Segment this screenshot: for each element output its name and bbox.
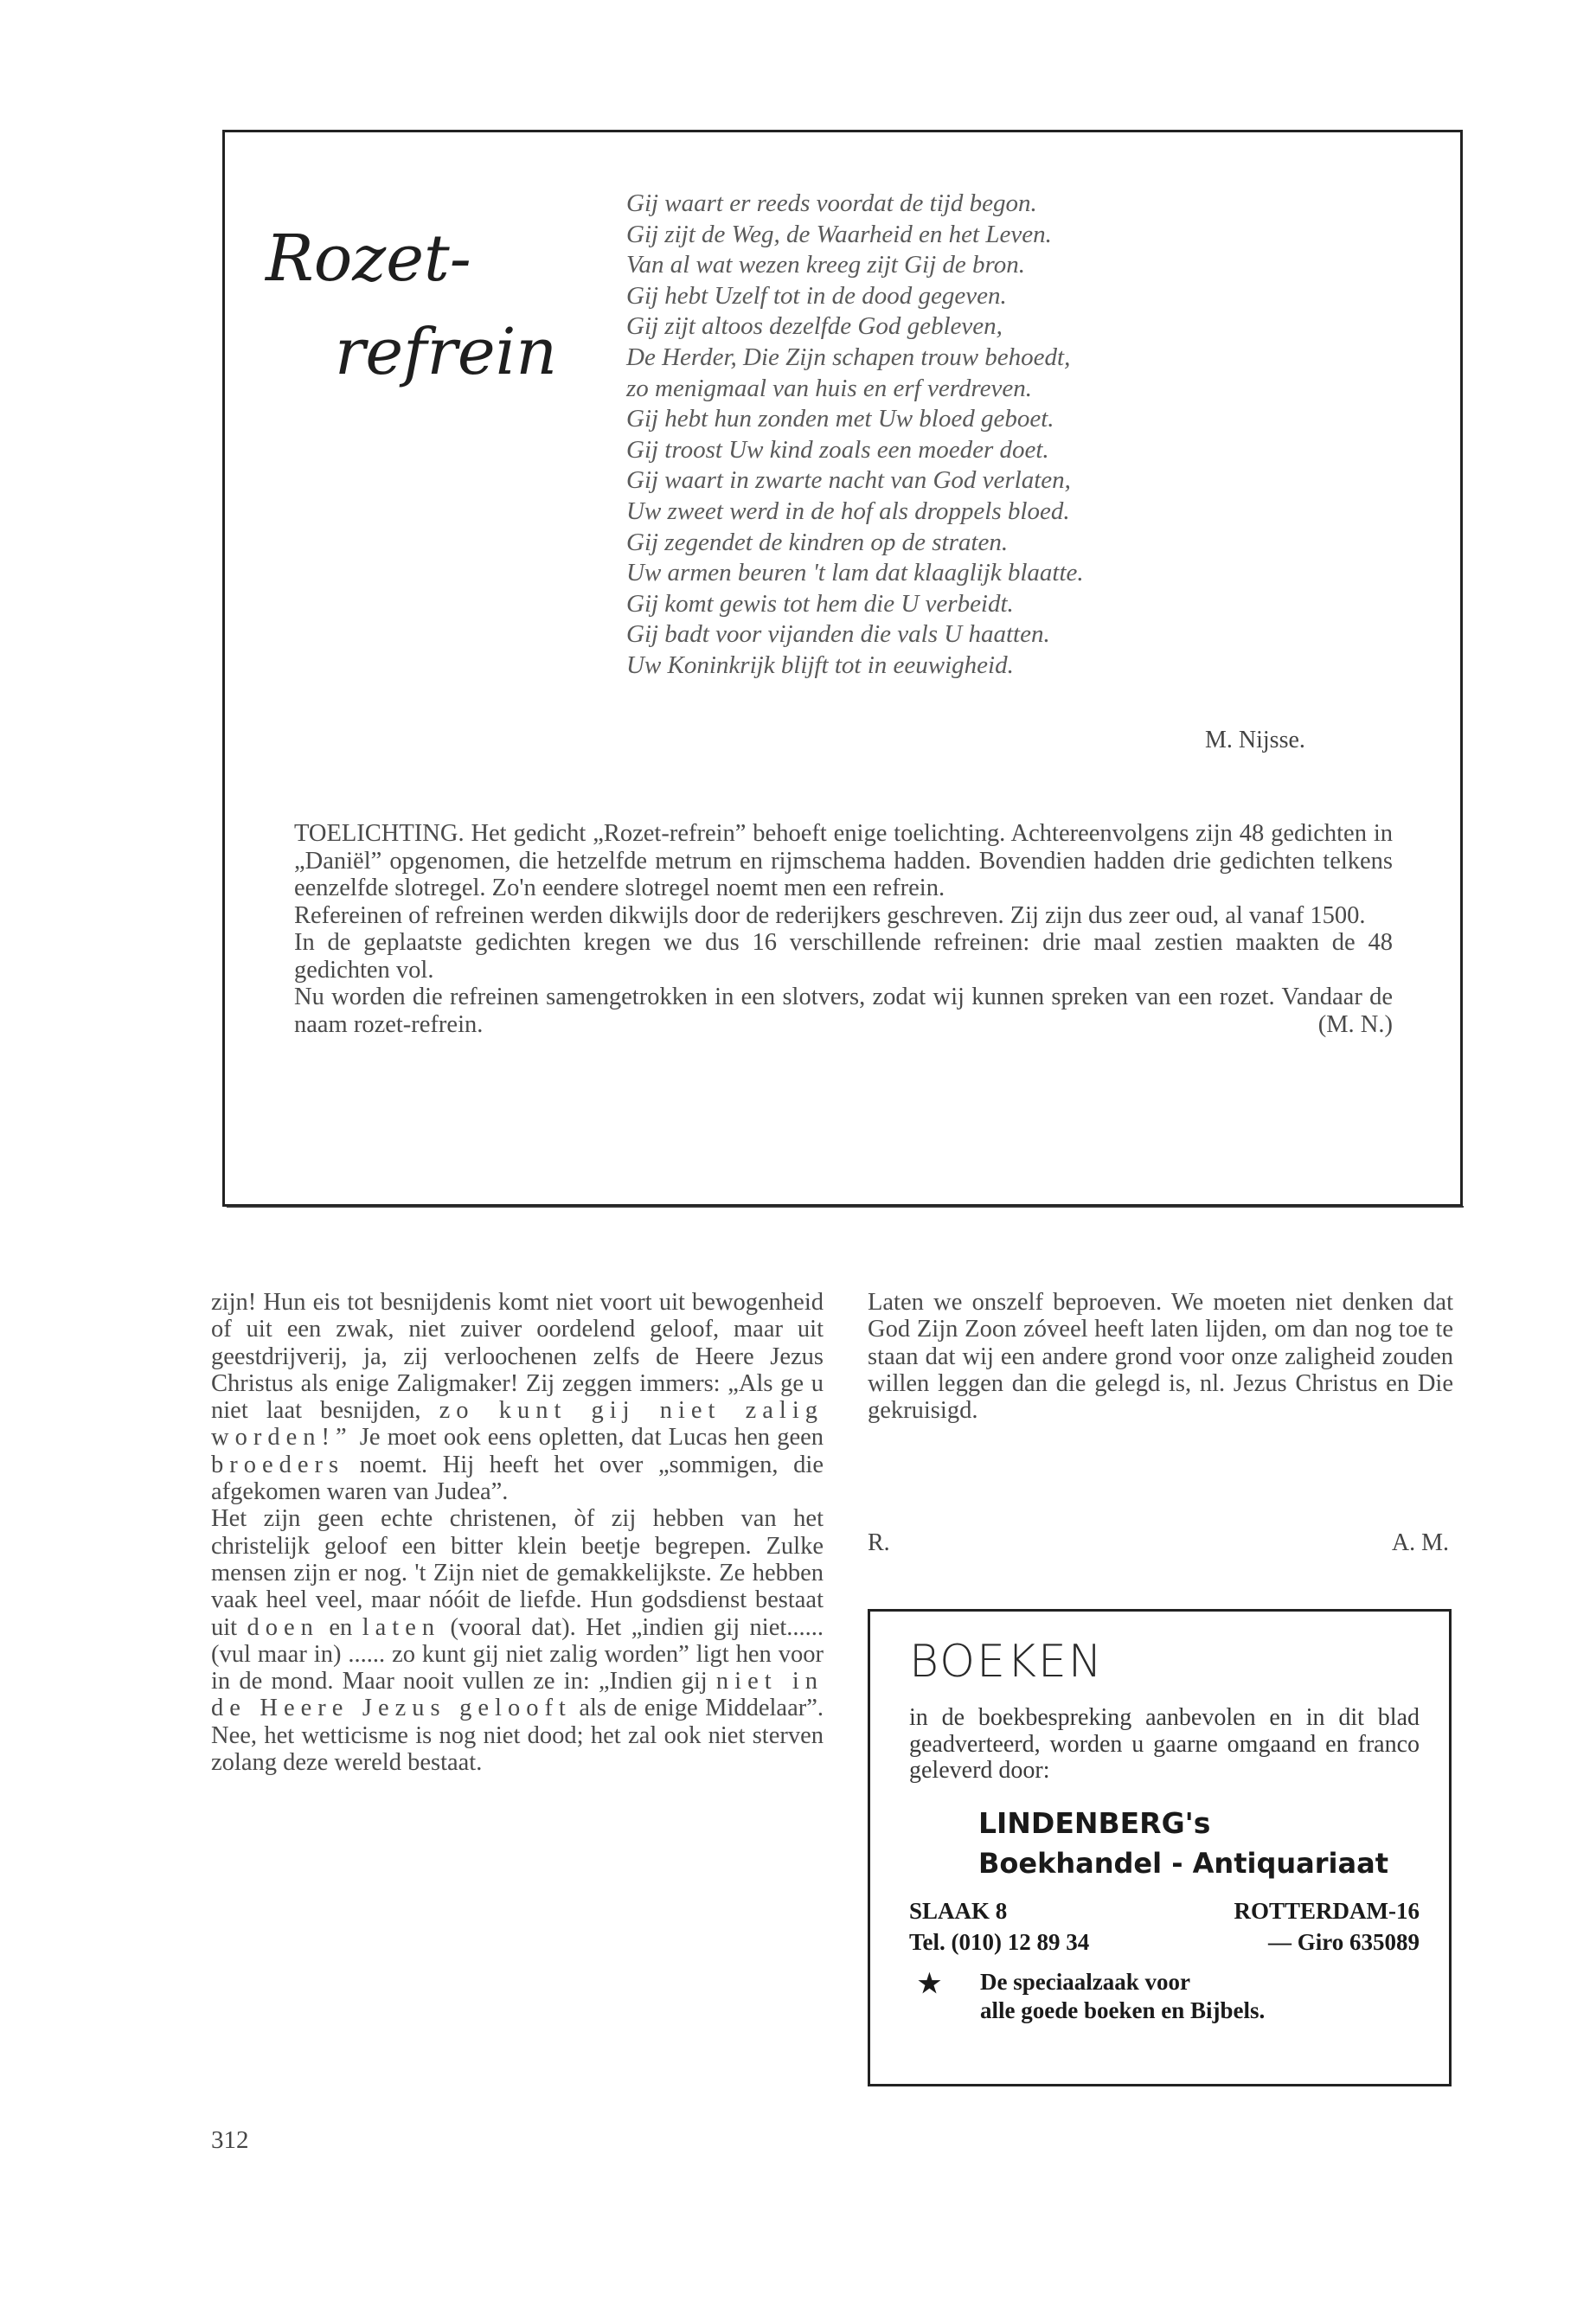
explanation-paragraph-2: Refereinen of refreinen werden dikwijls door de rederijkers geschreven. Zij zijn dus zeer oud, al vanaf 1500. <box>294 901 1366 929</box>
poem-line: Gij zijt altoos dezelfde God gebleven, <box>626 312 1003 341</box>
left-text: Het zijn geen echte christenen, òf zij hebben van het christelijk geloof een bitter klein beetje begrepen. Zulke mensen zijn er nog. 't Zijn niet de gemakkelijkste. Ze hebben vaak heel veel, maar nóóit de liefde. Hun godsdienst bestaat uit <box>211 1505 824 1641</box>
ad-giro: — Giro 635089 <box>1268 1928 1420 1955</box>
ad-city: ROTTERDAM-16 <box>1234 1897 1420 1924</box>
signature-right: A. M. <box>1391 1529 1449 1556</box>
ad-address <box>909 1895 1420 1958</box>
poem-line: Gij badt voor vijanden die vals U haatten. <box>626 620 1050 649</box>
poem-line: Gij waart er reeds voordat de tijd begon. <box>626 189 1037 217</box>
explanation-section <box>294 820 1393 1038</box>
left-text: en <box>329 1613 353 1641</box>
star-icon: ★ <box>918 1969 941 1998</box>
poem-title <box>266 212 560 399</box>
bookshop-advertisement <box>868 1609 1452 2086</box>
page-number: 312 <box>211 2126 249 2154</box>
left-emphasis: laten <box>362 1613 441 1641</box>
ad-body: in de boekbespreking aanbevolen en in dit blad geadverteerd, worden u gaarne omgaand en franco geleverd door: <box>909 1704 1420 1784</box>
ad-phone: Tel. (010) 12 89 34 <box>909 1928 1090 1955</box>
explanation-signature: (M. N.) <box>1317 1010 1393 1038</box>
left-text: noemt. Hij heeft het over „sommigen, die afgekomen waren van Judea”. <box>211 1451 824 1506</box>
left-emphasis: doen <box>247 1613 319 1641</box>
ad-specialty <box>909 1968 1449 2029</box>
explanation-paragraph-4 <box>294 984 1393 1038</box>
left-emphasis: broeders <box>211 1451 345 1478</box>
poem-line: Gij zijt de Weg, de Waarheid en het Leven. <box>626 220 1052 248</box>
poem-line: Van al wat wezen kreeg zijt Gij de bron. <box>626 251 1025 279</box>
poem-line: De Herder, Die Zijn schapen trouw behoedt, <box>626 343 1071 371</box>
left-column <box>211 1289 824 1776</box>
signature-left: R. <box>868 1529 890 1556</box>
ad-shop-line-2: Boekhandel - Antiquariaat <box>978 1846 1388 1880</box>
poem-line: Gij waart in zwarte nacht van God verlaten, <box>626 466 1071 495</box>
poem-line: Gij troost Uw kind zoals een moeder doet. <box>626 435 1049 464</box>
poem-line: Gij hebt hun zonden met Uw bloed geboet. <box>626 405 1054 433</box>
ad-specialty-line-2: alle goede boeken en Bijbels. <box>980 1997 1266 2023</box>
frame-underline <box>227 1201 1464 1208</box>
right-paragraph: Laten we onszelf beproeven. We moeten niet denken dat God Zijn Zoon zóveel heeft laten lijden, om dan nog toe te staan dat wij een andere grond voor onze zaligheid zouden willen leggen dan die gelegd is, nl. Jezus Christus en Die gekruisigd. <box>868 1289 1453 1425</box>
poem-line: Uw Koninkrijk blijft tot in eeuwigheid. <box>626 651 1014 679</box>
left-emphasis: niet in de Heere Jezus gelooft <box>211 1668 824 1722</box>
left-text: Je moet ook eens opletten, dat Lucas hen geen <box>359 1424 824 1452</box>
ad-title: BOEKEN <box>909 1636 1104 1688</box>
left-paragraph-1 <box>211 1289 824 1505</box>
explanation-paragraph-4-text: Nu worden die refreinen samengetrokken in een slotvers, zodat wij kunnen spreken van een rozet. Vandaar de naam rozet-refrein. <box>294 984 1393 1038</box>
left-text: als de enige Middelaar”. Nee, het wetticisme is nog niet dood; het zal ook niet sterven zolang deze wereld bestaat. <box>211 1695 824 1777</box>
left-text: (vooral dat). Het „indien gij niet...... (vul maar in) ...... zo kunt gij niet zalig worden” ligt hen voor in de mond. Maar nooit vullen ze in: „Indien gij <box>211 1613 824 1695</box>
poem-title-line-2: refrein <box>335 315 558 389</box>
poem-body <box>626 189 1405 682</box>
left-paragraph-2 <box>211 1505 824 1776</box>
left-text: zijn! Hun eis tot besnijdenis komt niet voort uit bewogenheid of uit een zwak, niet zuiver oordelend geloof, maar uit geestdrijverij, ja, zij verloochenen zelfs de Heere Jezus Christus als enige Zaligmaker! Zij zeggen immers: „Als ge u niet laat besnijden, <box>211 1289 824 1425</box>
right-column <box>868 1289 1453 1424</box>
explanation-paragraph-3: In de geplaatste gedichten kregen we dus 16 verschillende refreinen: drie maal zestien maakten de 48 gedichten vol. <box>294 929 1393 984</box>
poem-line: Uw armen beuren 't lam dat klaaglijk blaatte. <box>626 559 1084 587</box>
ad-street: SLAAK 8 <box>909 1897 1008 1924</box>
poem-title-line-1: Rozet- <box>266 221 471 296</box>
ad-shop-name <box>909 1804 1449 1883</box>
explanation-paragraph-1: TOELICHTING. Het gedicht „Rozet-refrein” behoeft enige toelichting. Achtereenvolgens zijn 48 gedichten in „Daniël” opgenomen, die hetzelfde metrum en rijmschema hadden. Bovendien hadden drie gedichten telkens eenzelfde slotregel. Zo'n eendere slotregel noemt men een refrein. <box>294 820 1393 901</box>
ad-specialty-text <box>980 1968 1265 2025</box>
ad-specialty-line-1: De speciaalzaak voor <box>980 1968 1190 1995</box>
poem-line: Gij zegendet de kindren op de straten. <box>626 528 1009 556</box>
poem-line: Gij hebt Uzelf tot in de dood gegeven. <box>626 281 1007 310</box>
poem-line: Uw zweet werd in de hof als droppels bloed. <box>626 497 1070 525</box>
ad-shop-line-1: LINDENBERG's <box>978 1805 1211 1840</box>
poem-line: zo menigmaal van huis en erf verdreven. <box>626 374 1032 402</box>
left-emphasis: zo kunt gij niet zalig worden!” <box>211 1397 824 1452</box>
poem-author: M. Nijsse. <box>1205 727 1305 753</box>
poem-line: Gij komt gewis tot hem die U verbeidt. <box>626 589 1014 618</box>
